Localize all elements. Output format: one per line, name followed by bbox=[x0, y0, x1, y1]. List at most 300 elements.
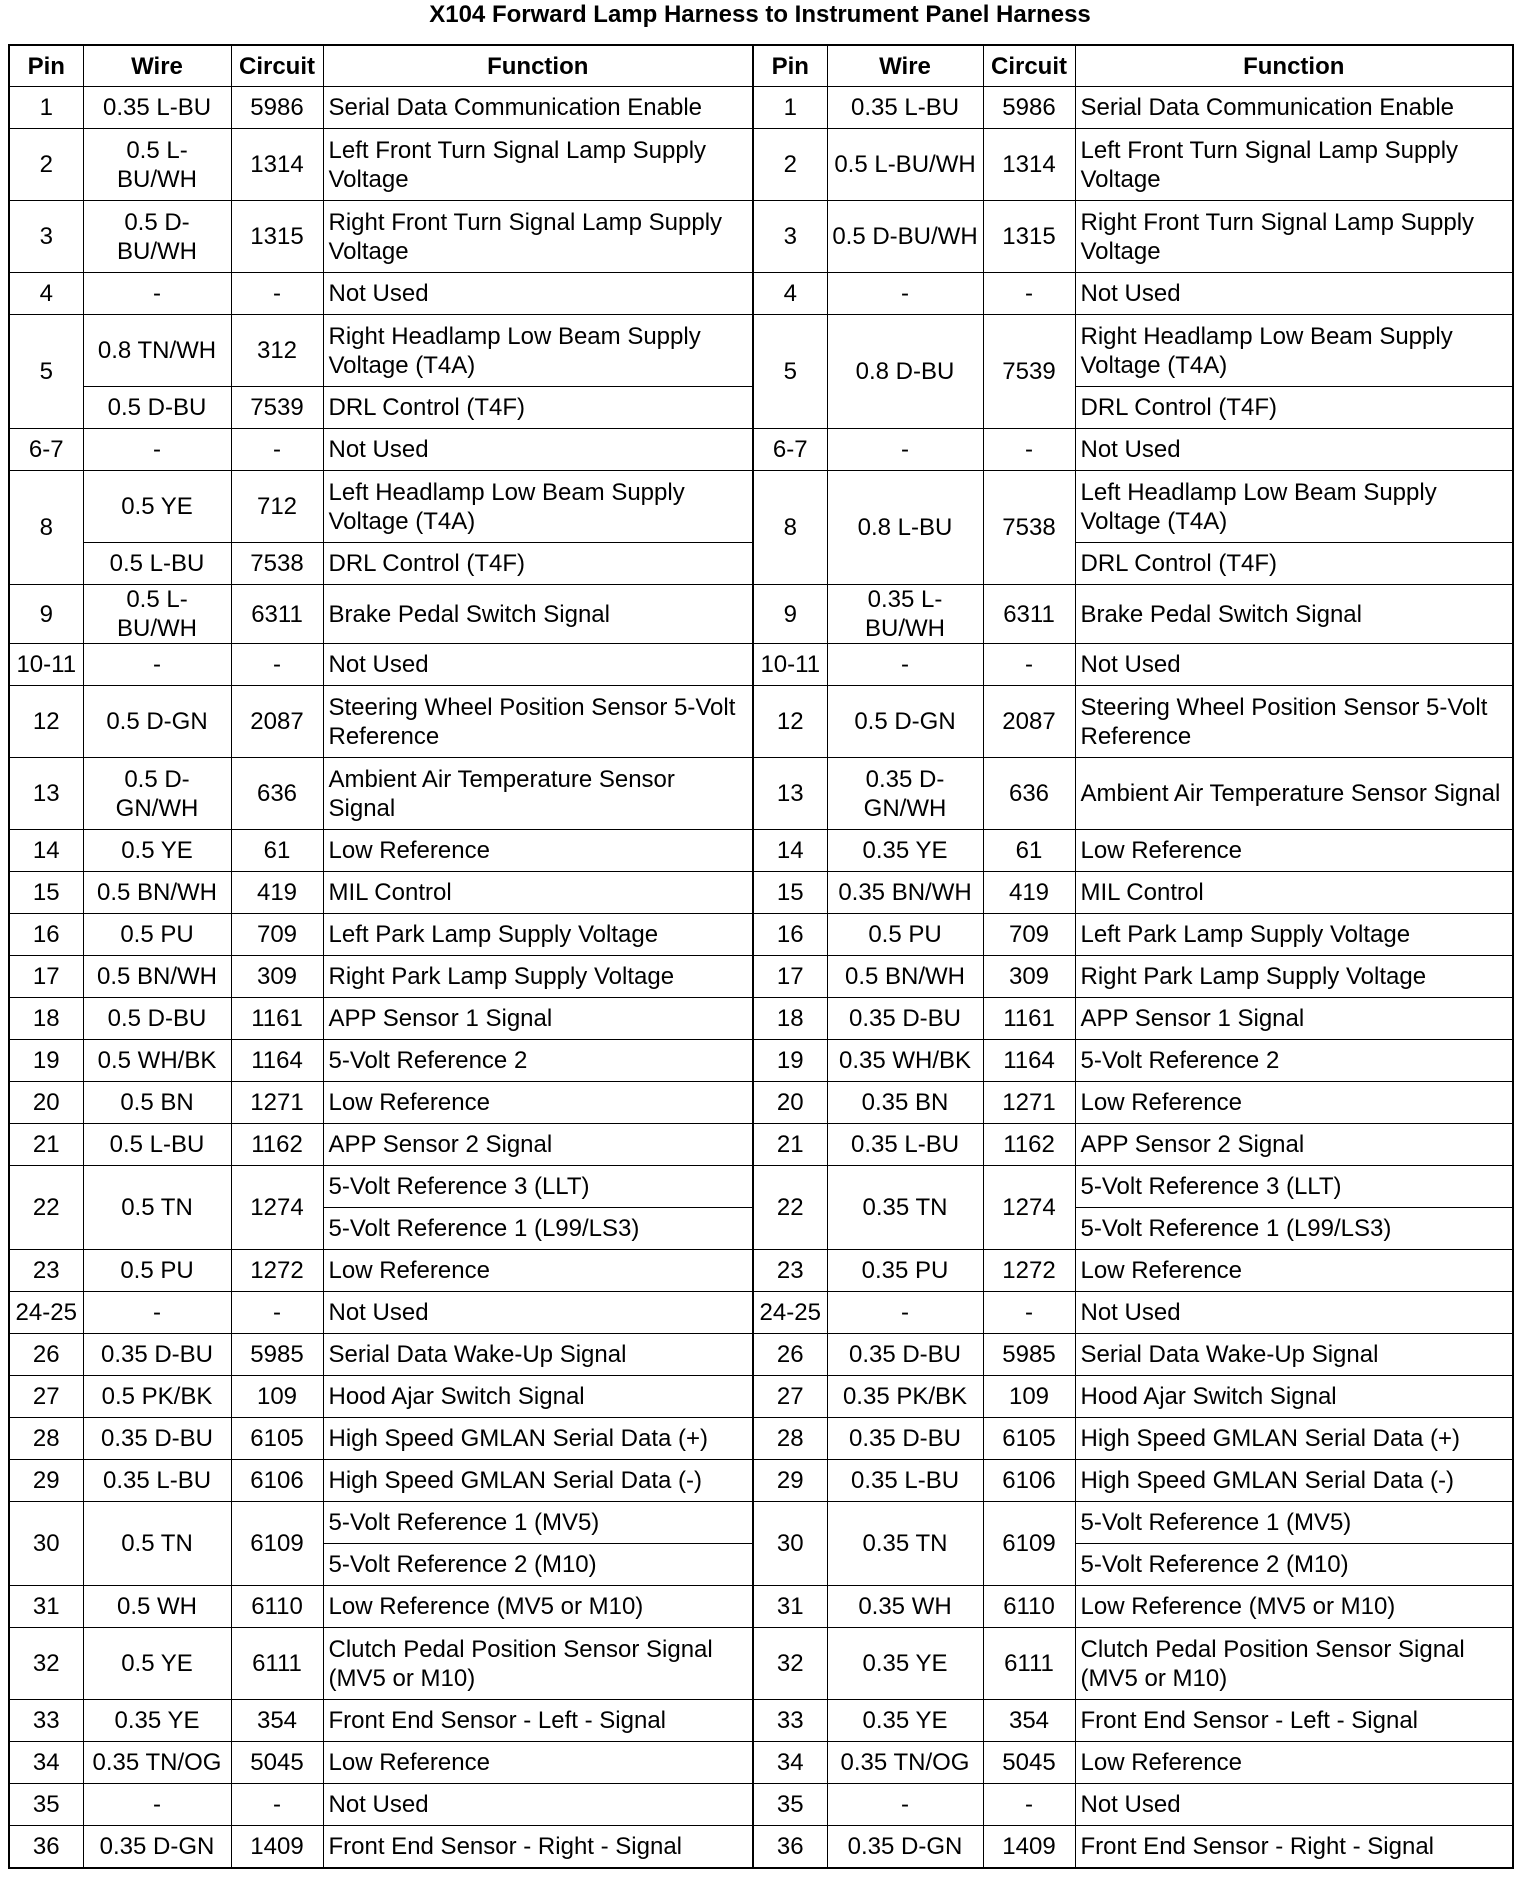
pin-cell: 5 bbox=[9, 315, 83, 429]
circuit-cell: - bbox=[231, 429, 323, 471]
table-row bbox=[9, 87, 1513, 129]
wire-cell: 0.5 BN bbox=[83, 1082, 231, 1124]
pin-cell: 21 bbox=[753, 1124, 827, 1166]
pin-cell: 23 bbox=[9, 1250, 83, 1292]
circuit-cell: 109 bbox=[983, 1376, 1075, 1418]
circuit-cell: 2087 bbox=[231, 686, 323, 758]
circuit-cell: 1274 bbox=[983, 1166, 1075, 1250]
circuit-cell: 636 bbox=[983, 758, 1075, 830]
table-row bbox=[9, 1586, 1513, 1628]
wire-cell: - bbox=[83, 1292, 231, 1334]
pin-cell: 33 bbox=[753, 1700, 827, 1742]
circuit-cell: 1162 bbox=[231, 1124, 323, 1166]
circuit-cell: 5986 bbox=[231, 87, 323, 129]
wire-cell: 0.35 YE bbox=[827, 1700, 983, 1742]
wire-cell: 0.35 D-BU bbox=[827, 998, 983, 1040]
pin-cell: 32 bbox=[753, 1628, 827, 1700]
circuit-cell: 709 bbox=[983, 914, 1075, 956]
pin-cell: 8 bbox=[9, 471, 83, 585]
pin-cell: 29 bbox=[9, 1460, 83, 1502]
pin-cell: 13 bbox=[753, 758, 827, 830]
pin-cell: 24-25 bbox=[753, 1292, 827, 1334]
function-cell: Serial Data Communication Enable bbox=[323, 87, 753, 129]
circuit-cell: 5985 bbox=[231, 1334, 323, 1376]
function-cell: Serial Data Wake-Up Signal bbox=[323, 1334, 753, 1376]
wire-cell: 0.5 BN/WH bbox=[827, 956, 983, 998]
circuit-cell: 1315 bbox=[231, 201, 323, 273]
function-cell: Ambient Air Temperature Sensor Signal bbox=[1075, 758, 1513, 830]
table-row bbox=[9, 585, 1513, 644]
table-row bbox=[9, 1826, 1513, 1868]
wire-cell: 0.35 D-BU bbox=[827, 1334, 983, 1376]
function-cell: Not Used bbox=[1075, 429, 1513, 471]
wire-cell: 0.5 PK/BK bbox=[83, 1376, 231, 1418]
function-cell: Front End Sensor - Right - Signal bbox=[323, 1826, 753, 1868]
function-cell: Not Used bbox=[1075, 1784, 1513, 1826]
circuit-cell: 312 bbox=[231, 315, 323, 387]
function-cell: Front End Sensor - Left - Signal bbox=[1075, 1700, 1513, 1742]
circuit-cell: 309 bbox=[231, 956, 323, 998]
function-cell: Low Reference bbox=[323, 830, 753, 872]
function-cell: Hood Ajar Switch Signal bbox=[1075, 1376, 1513, 1418]
circuit-cell: 636 bbox=[231, 758, 323, 830]
circuit-cell: 419 bbox=[983, 872, 1075, 914]
function-cell: Not Used bbox=[323, 273, 753, 315]
table-row bbox=[9, 1628, 1513, 1700]
pin-cell: 3 bbox=[9, 201, 83, 273]
wire-cell: 0.35 L-BU/WH bbox=[827, 585, 983, 644]
table-row bbox=[9, 644, 1513, 686]
function-cell: Serial Data Wake-Up Signal bbox=[1075, 1334, 1513, 1376]
wire-cell: 0.5 D-BU/WH bbox=[83, 201, 231, 273]
wire-cell: 0.35 TN bbox=[827, 1166, 983, 1250]
pin-cell: 13 bbox=[9, 758, 83, 830]
function-cell: MIL Control bbox=[323, 872, 753, 914]
function-cell: Not Used bbox=[323, 429, 753, 471]
function-cell: Brake Pedal Switch Signal bbox=[323, 585, 753, 644]
circuit-cell: 709 bbox=[231, 914, 323, 956]
wire-cell: 0.5 WH/BK bbox=[83, 1040, 231, 1082]
function-cell: Left Park Lamp Supply Voltage bbox=[323, 914, 753, 956]
function-cell: DRL Control (T4F) bbox=[1075, 543, 1513, 585]
pin-cell: 10-11 bbox=[9, 644, 83, 686]
pin-cell: 30 bbox=[9, 1502, 83, 1586]
wire-cell: 0.5 L-BU bbox=[83, 543, 231, 585]
circuit-cell: 7538 bbox=[231, 543, 323, 585]
table-row bbox=[9, 273, 1513, 315]
pin-cell: 20 bbox=[9, 1082, 83, 1124]
pin-cell: 29 bbox=[753, 1460, 827, 1502]
table-row bbox=[9, 914, 1513, 956]
header-row bbox=[9, 45, 1513, 87]
function-cell: Right Headlamp Low Beam Supply Voltage (T4A) bbox=[1075, 315, 1513, 387]
table-row bbox=[9, 872, 1513, 914]
wire-cell: 0.35 D-BU bbox=[83, 1418, 231, 1460]
circuit-cell: 1164 bbox=[231, 1040, 323, 1082]
header-pin: Pin bbox=[9, 45, 83, 87]
pin-cell: 6-7 bbox=[9, 429, 83, 471]
circuit-cell: 7539 bbox=[983, 315, 1075, 429]
function-cell: Not Used bbox=[323, 644, 753, 686]
wire-cell: 0.35 PK/BK bbox=[827, 1376, 983, 1418]
function-cell: Low Reference bbox=[1075, 1742, 1513, 1784]
table-row bbox=[9, 1460, 1513, 1502]
circuit-cell: 1162 bbox=[983, 1124, 1075, 1166]
wire-cell: 0.5 D-BU/WH bbox=[827, 201, 983, 273]
pin-cell: 20 bbox=[753, 1082, 827, 1124]
table-row bbox=[9, 429, 1513, 471]
header-function: Function bbox=[323, 45, 753, 87]
table-row bbox=[9, 956, 1513, 998]
circuit-cell: 354 bbox=[231, 1700, 323, 1742]
pin-cell: 3 bbox=[753, 201, 827, 273]
function-cell: Low Reference (MV5 or M10) bbox=[323, 1586, 753, 1628]
pin-cell: 33 bbox=[9, 1700, 83, 1742]
function-cell: Left Headlamp Low Beam Supply Voltage (T4A) bbox=[323, 471, 753, 543]
wire-cell: 0.5 L-BU/WH bbox=[83, 585, 231, 644]
pin-cell: 27 bbox=[9, 1376, 83, 1418]
function-cell: Front End Sensor - Right - Signal bbox=[1075, 1826, 1513, 1868]
circuit-cell: 7538 bbox=[983, 471, 1075, 585]
pin-cell: 26 bbox=[9, 1334, 83, 1376]
circuit-cell: - bbox=[983, 644, 1075, 686]
table-row bbox=[9, 129, 1513, 201]
circuit-cell: - bbox=[983, 429, 1075, 471]
wire-cell: 0.8 TN/WH bbox=[83, 315, 231, 387]
wire-cell: 0.35 YE bbox=[827, 830, 983, 872]
pin-cell: 14 bbox=[9, 830, 83, 872]
circuit-cell: 6105 bbox=[983, 1418, 1075, 1460]
pin-cell: 8 bbox=[753, 471, 827, 585]
pin-cell: 18 bbox=[9, 998, 83, 1040]
wire-cell: 0.5 D-BU bbox=[83, 998, 231, 1040]
table-row bbox=[9, 1040, 1513, 1082]
wire-cell: 0.35 YE bbox=[83, 1700, 231, 1742]
function-cell: Hood Ajar Switch Signal bbox=[323, 1376, 753, 1418]
pin-cell: 9 bbox=[753, 585, 827, 644]
circuit-cell: 61 bbox=[231, 830, 323, 872]
wire-cell: 0.5 BN/WH bbox=[83, 872, 231, 914]
circuit-cell: 1314 bbox=[231, 129, 323, 201]
wire-cell: 0.5 L-BU/WH bbox=[83, 129, 231, 201]
function-cell: 5-Volt Reference 2 (M10) bbox=[1075, 1544, 1513, 1586]
function-cell: Steering Wheel Position Sensor 5-Volt Reference bbox=[1075, 686, 1513, 758]
wire-cell: 0.35 D-GN bbox=[83, 1826, 231, 1868]
circuit-cell: 1161 bbox=[231, 998, 323, 1040]
wire-cell: 0.8 L-BU bbox=[827, 471, 983, 585]
function-cell: High Speed GMLAN Serial Data (-) bbox=[323, 1460, 753, 1502]
function-cell: Left Park Lamp Supply Voltage bbox=[1075, 914, 1513, 956]
pin-cell: 5 bbox=[753, 315, 827, 429]
wire-cell: 0.35 BN bbox=[827, 1082, 983, 1124]
circuit-cell: 61 bbox=[983, 830, 1075, 872]
table-row bbox=[9, 1376, 1513, 1418]
circuit-cell: 309 bbox=[983, 956, 1075, 998]
wire-cell: 0.5 YE bbox=[83, 1628, 231, 1700]
pin-cell: 27 bbox=[753, 1376, 827, 1418]
wire-cell: 0.35 YE bbox=[827, 1628, 983, 1700]
pin-cell: 12 bbox=[9, 686, 83, 758]
wire-cell: - bbox=[827, 644, 983, 686]
circuit-cell: 1314 bbox=[983, 129, 1075, 201]
wire-cell: 0.5 YE bbox=[83, 471, 231, 543]
function-cell: Steering Wheel Position Sensor 5-Volt Reference bbox=[323, 686, 753, 758]
function-cell: Low Reference bbox=[323, 1250, 753, 1292]
wire-cell: 0.35 TN bbox=[827, 1502, 983, 1586]
function-cell: 5-Volt Reference 2 bbox=[1075, 1040, 1513, 1082]
circuit-cell: 354 bbox=[983, 1700, 1075, 1742]
wire-cell: - bbox=[83, 273, 231, 315]
function-cell: Not Used bbox=[1075, 644, 1513, 686]
circuit-cell: 6106 bbox=[231, 1460, 323, 1502]
function-cell: Low Reference bbox=[323, 1082, 753, 1124]
circuit-cell: 1271 bbox=[983, 1082, 1075, 1124]
circuit-cell: 6109 bbox=[231, 1502, 323, 1586]
function-cell: DRL Control (T4F) bbox=[323, 387, 753, 429]
function-cell: APP Sensor 2 Signal bbox=[323, 1124, 753, 1166]
pin-cell: 14 bbox=[753, 830, 827, 872]
function-cell: Right Front Turn Signal Lamp Supply Voltage bbox=[1075, 201, 1513, 273]
function-cell: Serial Data Communication Enable bbox=[1075, 87, 1513, 129]
circuit-cell: - bbox=[231, 1784, 323, 1826]
table-row bbox=[9, 1250, 1513, 1292]
wire-cell: 0.5 PU bbox=[827, 914, 983, 956]
table-row bbox=[9, 1784, 1513, 1826]
header-circuit: Circuit bbox=[231, 45, 323, 87]
wire-cell: 0.35 WH bbox=[827, 1586, 983, 1628]
wire-cell: 0.8 D-BU bbox=[827, 315, 983, 429]
function-cell: APP Sensor 2 Signal bbox=[1075, 1124, 1513, 1166]
pin-cell: 36 bbox=[9, 1826, 83, 1868]
function-cell: APP Sensor 1 Signal bbox=[323, 998, 753, 1040]
function-cell: High Speed GMLAN Serial Data (-) bbox=[1075, 1460, 1513, 1502]
function-cell: Not Used bbox=[1075, 273, 1513, 315]
pin-cell: 23 bbox=[753, 1250, 827, 1292]
pin-cell: 28 bbox=[753, 1418, 827, 1460]
circuit-cell: 5986 bbox=[983, 87, 1075, 129]
circuit-cell: 6105 bbox=[231, 1418, 323, 1460]
function-cell: 5-Volt Reference 1 (L99/LS3) bbox=[323, 1208, 753, 1250]
function-cell: Not Used bbox=[323, 1784, 753, 1826]
table-row bbox=[9, 315, 1513, 387]
table-row bbox=[9, 758, 1513, 830]
function-cell: 5-Volt Reference 1 (L99/LS3) bbox=[1075, 1208, 1513, 1250]
circuit-cell: 6111 bbox=[983, 1628, 1075, 1700]
pin-cell: 17 bbox=[9, 956, 83, 998]
pin-cell: 2 bbox=[9, 129, 83, 201]
function-cell: Right Park Lamp Supply Voltage bbox=[1075, 956, 1513, 998]
wire-cell: 0.35 TN/OG bbox=[827, 1742, 983, 1784]
wire-cell: 0.35 D-GN bbox=[827, 1826, 983, 1868]
table-title: X104 Forward Lamp Harness to Instrument Panel Harness bbox=[429, 1, 1091, 28]
wire-cell: - bbox=[827, 273, 983, 315]
circuit-cell: - bbox=[983, 1292, 1075, 1334]
pin-cell: 17 bbox=[753, 956, 827, 998]
table-row bbox=[9, 1418, 1513, 1460]
circuit-cell: 7539 bbox=[231, 387, 323, 429]
wire-cell: 0.5 D-GN bbox=[827, 686, 983, 758]
table-row bbox=[9, 830, 1513, 872]
function-cell: High Speed GMLAN Serial Data (+) bbox=[1075, 1418, 1513, 1460]
table-row bbox=[9, 471, 1513, 543]
pin-cell: 22 bbox=[753, 1166, 827, 1250]
wire-cell: - bbox=[827, 429, 983, 471]
function-cell: Clutch Pedal Position Sensor Signal (MV5 or M10) bbox=[1075, 1628, 1513, 1700]
circuit-cell: 1272 bbox=[983, 1250, 1075, 1292]
circuit-cell: - bbox=[231, 1292, 323, 1334]
function-cell: Left Front Turn Signal Lamp Supply Voltage bbox=[1075, 129, 1513, 201]
pin-cell: 28 bbox=[9, 1418, 83, 1460]
circuit-cell: 1409 bbox=[983, 1826, 1075, 1868]
table-body bbox=[9, 87, 1513, 1868]
pin-cell: 34 bbox=[9, 1742, 83, 1784]
table-row bbox=[9, 998, 1513, 1040]
circuit-cell: 5045 bbox=[231, 1742, 323, 1784]
wire-cell: 0.35 L-BU bbox=[827, 87, 983, 129]
header-wire: Wire bbox=[827, 45, 983, 87]
pin-cell: 15 bbox=[9, 872, 83, 914]
pin-cell: 35 bbox=[753, 1784, 827, 1826]
function-cell: MIL Control bbox=[1075, 872, 1513, 914]
circuit-cell: 1161 bbox=[983, 998, 1075, 1040]
table-row bbox=[9, 1082, 1513, 1124]
circuit-cell: 6110 bbox=[983, 1586, 1075, 1628]
wire-cell: 0.35 D-BU bbox=[827, 1418, 983, 1460]
circuit-cell: 5045 bbox=[983, 1742, 1075, 1784]
header-wire: Wire bbox=[83, 45, 231, 87]
wire-cell: 0.5 L-BU/WH bbox=[827, 129, 983, 201]
circuit-cell: 6311 bbox=[983, 585, 1075, 644]
wire-cell: 0.35 PU bbox=[827, 1250, 983, 1292]
wire-cell: 0.5 TN bbox=[83, 1166, 231, 1250]
wire-cell: 0.35 TN/OG bbox=[83, 1742, 231, 1784]
function-cell: Right Park Lamp Supply Voltage bbox=[323, 956, 753, 998]
pin-cell: 31 bbox=[753, 1586, 827, 1628]
circuit-cell: - bbox=[983, 273, 1075, 315]
pin-cell: 4 bbox=[9, 273, 83, 315]
pin-cell: 34 bbox=[753, 1742, 827, 1784]
function-cell: Not Used bbox=[1075, 1292, 1513, 1334]
function-cell: 5-Volt Reference 2 bbox=[323, 1040, 753, 1082]
circuit-cell: 712 bbox=[231, 471, 323, 543]
function-cell: Right Front Turn Signal Lamp Supply Voltage bbox=[323, 201, 753, 273]
circuit-cell: - bbox=[983, 1784, 1075, 1826]
wire-cell: 0.5 WH bbox=[83, 1586, 231, 1628]
wire-cell: 0.35 D-BU bbox=[83, 1334, 231, 1376]
function-cell: Ambient Air Temperature Sensor Signal bbox=[323, 758, 753, 830]
pin-cell: 19 bbox=[753, 1040, 827, 1082]
wire-cell: - bbox=[83, 644, 231, 686]
wire-cell: 0.5 PU bbox=[83, 1250, 231, 1292]
circuit-cell: 6110 bbox=[231, 1586, 323, 1628]
circuit-cell: 6311 bbox=[231, 585, 323, 644]
function-cell: Left Headlamp Low Beam Supply Voltage (T4A) bbox=[1075, 471, 1513, 543]
pin-cell: 35 bbox=[9, 1784, 83, 1826]
function-cell: 5-Volt Reference 1 (MV5) bbox=[1075, 1502, 1513, 1544]
function-cell: Low Reference bbox=[1075, 1250, 1513, 1292]
pin-cell: 30 bbox=[753, 1502, 827, 1586]
table-row bbox=[9, 686, 1513, 758]
header-circuit: Circuit bbox=[983, 45, 1075, 87]
wire-cell: 0.35 L-BU bbox=[83, 1460, 231, 1502]
pin-cell: 6-7 bbox=[753, 429, 827, 471]
circuit-cell: 1271 bbox=[231, 1082, 323, 1124]
pin-cell: 16 bbox=[753, 914, 827, 956]
harness-table bbox=[8, 44, 1514, 1869]
pin-cell: 9 bbox=[9, 585, 83, 644]
function-cell: 5-Volt Reference 3 (LLT) bbox=[1075, 1166, 1513, 1208]
circuit-cell: 109 bbox=[231, 1376, 323, 1418]
pin-cell: 1 bbox=[9, 87, 83, 129]
function-cell: Right Headlamp Low Beam Supply Voltage (T4A) bbox=[323, 315, 753, 387]
circuit-cell: 6106 bbox=[983, 1460, 1075, 1502]
wire-cell: 0.35 L-BU bbox=[827, 1460, 983, 1502]
function-cell: 5-Volt Reference 2 (M10) bbox=[323, 1544, 753, 1586]
wire-cell: 0.5 BN/WH bbox=[83, 956, 231, 998]
wire-cell: 0.5 YE bbox=[83, 830, 231, 872]
pin-cell: 21 bbox=[9, 1124, 83, 1166]
table-row bbox=[9, 201, 1513, 273]
function-cell: Front End Sensor - Left - Signal bbox=[323, 1700, 753, 1742]
circuit-cell: 1274 bbox=[231, 1166, 323, 1250]
pin-cell: 26 bbox=[753, 1334, 827, 1376]
wire-cell: - bbox=[83, 429, 231, 471]
pin-cell: 36 bbox=[753, 1826, 827, 1868]
table-row bbox=[9, 1334, 1513, 1376]
wire-cell: 0.5 D-GN/WH bbox=[83, 758, 231, 830]
pin-cell: 12 bbox=[753, 686, 827, 758]
function-cell: High Speed GMLAN Serial Data (+) bbox=[323, 1418, 753, 1460]
function-cell: Clutch Pedal Position Sensor Signal (MV5 or M10) bbox=[323, 1628, 753, 1700]
circuit-cell: 5985 bbox=[983, 1334, 1075, 1376]
pin-cell: 1 bbox=[753, 87, 827, 129]
circuit-cell: 1164 bbox=[983, 1040, 1075, 1082]
pin-cell: 15 bbox=[753, 872, 827, 914]
pin-cell: 10-11 bbox=[753, 644, 827, 686]
circuit-cell: 1409 bbox=[231, 1826, 323, 1868]
wire-cell: 0.5 L-BU bbox=[83, 1124, 231, 1166]
wire-cell: 0.5 D-GN bbox=[83, 686, 231, 758]
function-cell: APP Sensor 1 Signal bbox=[1075, 998, 1513, 1040]
pin-cell: 31 bbox=[9, 1586, 83, 1628]
circuit-cell: 419 bbox=[231, 872, 323, 914]
wire-cell: 0.35 BN/WH bbox=[827, 872, 983, 914]
function-cell: Low Reference bbox=[1075, 830, 1513, 872]
pin-cell: 4 bbox=[753, 273, 827, 315]
function-cell: 5-Volt Reference 3 (LLT) bbox=[323, 1166, 753, 1208]
table-row bbox=[9, 1700, 1513, 1742]
wire-cell: 0.35 D-GN/WH bbox=[827, 758, 983, 830]
wire-cell: - bbox=[827, 1784, 983, 1826]
table-row bbox=[9, 1502, 1513, 1544]
function-cell: Low Reference (MV5 or M10) bbox=[1075, 1586, 1513, 1628]
circuit-cell: - bbox=[231, 644, 323, 686]
function-cell: Brake Pedal Switch Signal bbox=[1075, 585, 1513, 644]
pin-cell: 22 bbox=[9, 1166, 83, 1250]
circuit-cell: 1315 bbox=[983, 201, 1075, 273]
function-cell: DRL Control (T4F) bbox=[1075, 387, 1513, 429]
wire-cell: - bbox=[827, 1292, 983, 1334]
circuit-cell: - bbox=[231, 273, 323, 315]
wire-cell: 0.35 L-BU bbox=[827, 1124, 983, 1166]
circuit-cell: 1272 bbox=[231, 1250, 323, 1292]
wire-cell: 0.5 TN bbox=[83, 1502, 231, 1586]
table-row bbox=[9, 1742, 1513, 1784]
header-function: Function bbox=[1075, 45, 1513, 87]
header-pin: Pin bbox=[753, 45, 827, 87]
circuit-cell: 6111 bbox=[231, 1628, 323, 1700]
function-cell: Low Reference bbox=[1075, 1082, 1513, 1124]
